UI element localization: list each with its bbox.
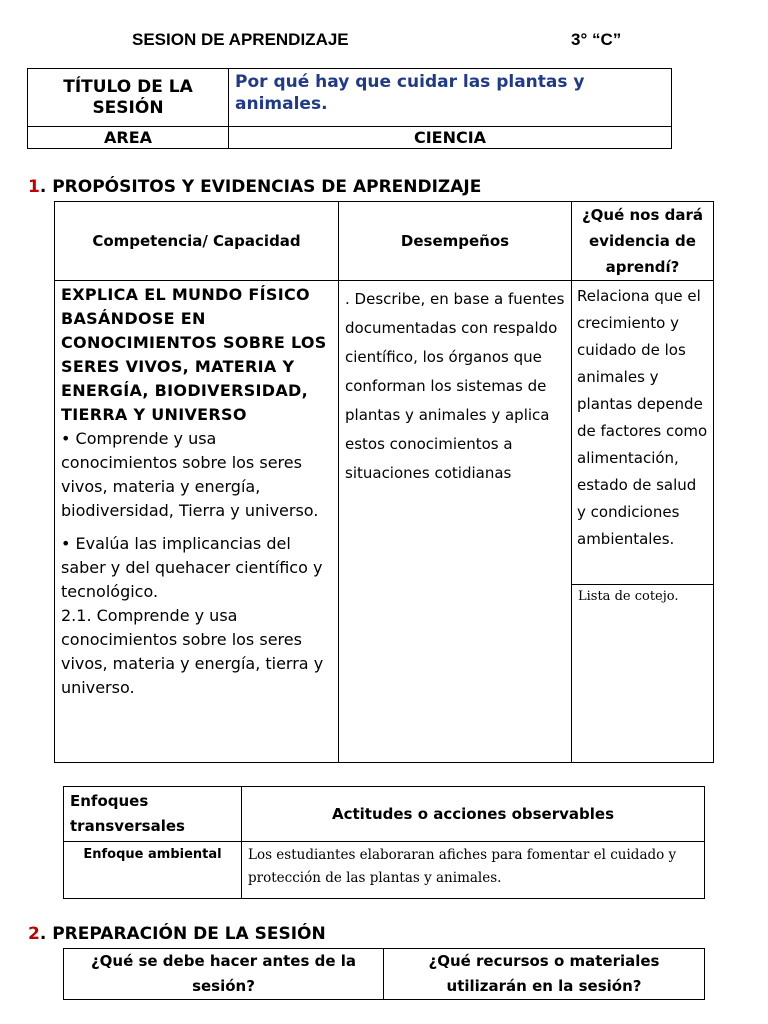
section-2-heading xyxy=(28,924,326,944)
enfoque-actitudes: Los estudiantes elaboraran afiches para fomentar el cuidado y protección de las plantas y animales. xyxy=(242,842,705,899)
capacidad-3: 2.1. Comprende y usa conocimientos sobre los seres vivos, materia y energía, tierra y universo. xyxy=(61,606,324,697)
capacidad-1: • Comprende y usa conocimientos sobre los seres vivos, materia y energía, biodiversidad, Tierra y universo. xyxy=(61,429,319,520)
session-title: Por qué hay que cuidar las plantas y animales. xyxy=(235,72,585,114)
prep-header-right: ¿Qué recursos o materiales utilizarán en la sesión? xyxy=(384,949,705,1000)
info-table xyxy=(27,68,672,149)
area-value: CIENCIA xyxy=(229,127,672,149)
enfoques-header-right: Actitudes o acciones observables xyxy=(242,787,705,842)
header-competencia: Competencia/ Capacidad xyxy=(55,202,339,281)
competencia-title: EXPLICA EL MUNDO FÍSICO BASÁNDOSE EN CONOCIMIENTOS SOBRE LOS SERES VIVOS, MATERIA Y ENERGÍA, BIODIVERSIDAD, TIERRA Y UNIVERSO xyxy=(61,285,327,424)
evidencia-cell xyxy=(572,281,714,763)
area-label: AREA xyxy=(28,127,229,149)
instrumento-text: Lista de cotejo. xyxy=(578,589,679,604)
grade-label: 3° “C” xyxy=(571,30,622,49)
section-2-title: . PREPARACIÓN DE LA SESIÓN xyxy=(39,924,326,944)
preparation-table xyxy=(63,948,705,1000)
prep-header-left: ¿Qué se debe hacer antes de la sesión? xyxy=(64,949,384,1000)
purposes-table xyxy=(54,201,714,763)
enfoque-ambiental: Enfoque ambiental xyxy=(64,842,242,899)
desempeno-cell xyxy=(339,281,572,763)
title-label-cell xyxy=(28,69,229,127)
capacidad-2: • Evalúa las implicancias del saber y del quehacer científico y tecnológico. xyxy=(61,534,323,601)
title-label: TÍTULO DE LA SESIÓN xyxy=(63,76,193,118)
desempeno-text: . Describe, en base a fuentes documentadas con respaldo científico, los órganos que conforman los sistemas de plantas y animales y aplica estos conocimientos a situaciones cotidianas xyxy=(345,290,565,482)
section-1-number: 1 xyxy=(28,177,40,197)
title-value-cell xyxy=(229,69,672,127)
header-desempenos: Desempeños xyxy=(339,202,572,281)
section-1-heading xyxy=(28,177,481,197)
section-2-number: 2 xyxy=(28,924,40,944)
document-title: SESION DE APRENDIZAJE xyxy=(132,30,349,49)
enfoques-table xyxy=(63,786,705,899)
evidencia-text: Relaciona que el crecimiento y cuidado de los animales y plantas depende de factores como alimentación, estado de salud y condiciones ambientales. xyxy=(572,281,713,585)
section-1-title: . PROPÓSITOS Y EVIDENCIAS DE APRENDIZAJE xyxy=(39,177,482,197)
competencia-cell xyxy=(55,281,339,763)
header-evidencia: ¿Qué nos dará evidencia de aprendí? xyxy=(572,202,714,281)
enfoques-header-left: Enfoques transversales xyxy=(64,787,242,842)
